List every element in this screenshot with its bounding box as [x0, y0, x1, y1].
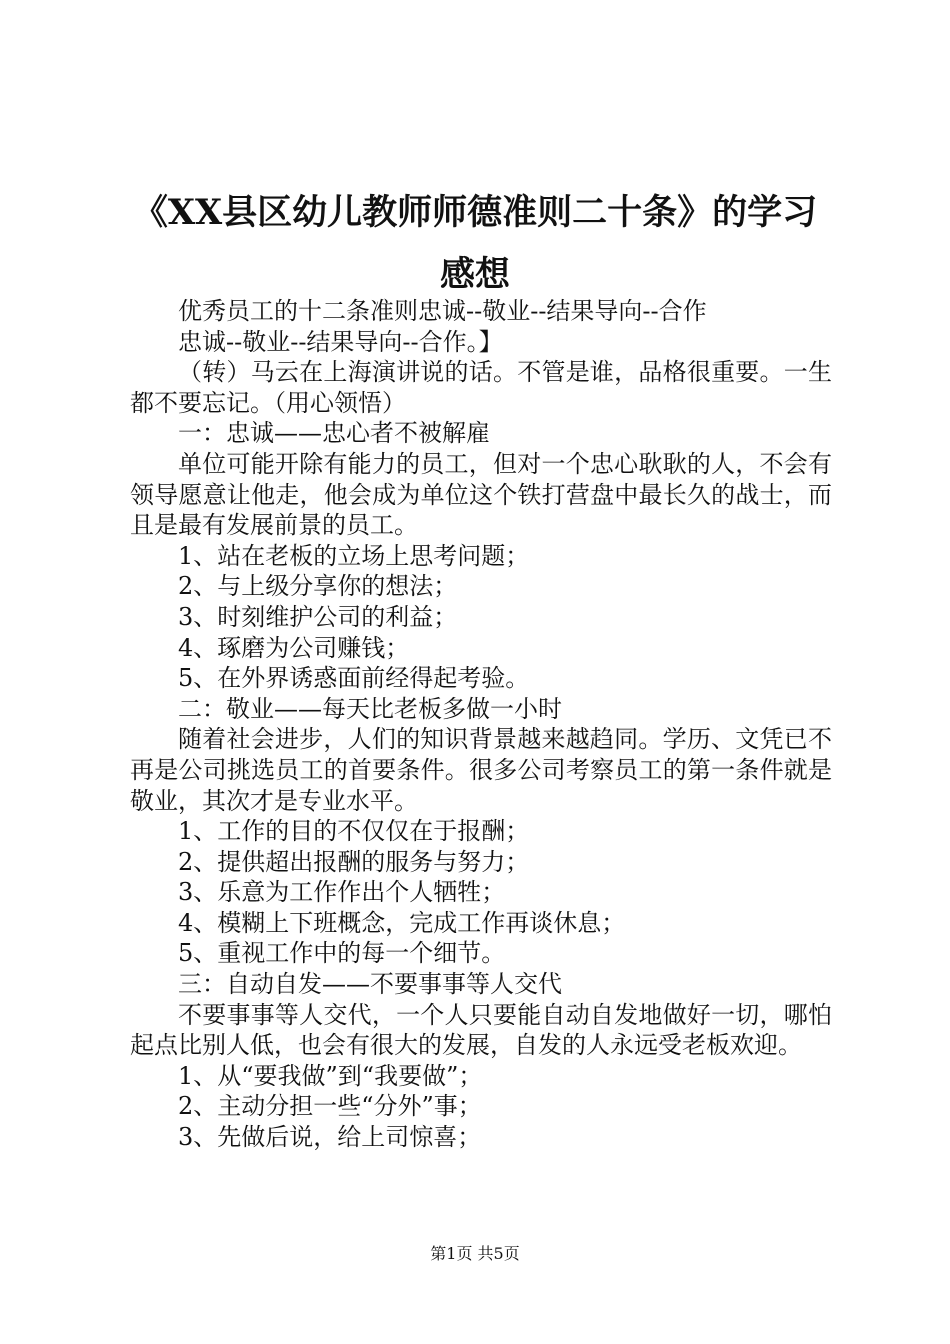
list-item: 2、主动分担一些“分外”事； [178, 1092, 482, 1121]
paragraph: 不要事事等人交代，一个人只要能自动自发地做好一切，哪怕起点比别人低，也会有很大的发展，自发的人永远受老板欢迎。 [130, 1000, 832, 1060]
list-item: 4、琢磨为公司赚钱； [178, 633, 410, 662]
paragraph: 随着社会进步，人们的知识背景越来越趋同。学历、文凭已不再是公司挑选员工的首要条件。很多公司考察员工的第一条件就是敬业，其次才是专业水平。 [130, 725, 832, 815]
paragraph: 忠诚--敬业--结果导向--合作。】 [178, 327, 503, 356]
section-heading: 二：敬业——每天比老板多做一小时 [178, 694, 562, 723]
section-heading: 一：忠诚——忠心者不被解雇 [178, 419, 490, 448]
list-item: 4、模糊上下班概念，完成工作再谈休息； [178, 908, 626, 937]
page-footer: 第1页 共5页 [430, 1244, 520, 1263]
paragraph: 单位可能开除有能力的员工，但对一个忠心耿耿的人，不会有领导愿意让他走，他会成为单位这个铁打营盘中最长久的战士，而且是最有发展前景的员工。 [130, 449, 832, 540]
list-item: 2、与上级分享你的想法； [178, 572, 458, 601]
list-item: 5、重视工作中的每一个细节。 [178, 939, 506, 968]
list-item: 1、工作的目的不仅仅在于报酬； [178, 817, 530, 846]
list-item: 1、从“要我做”到“我要做”； [178, 1061, 483, 1090]
list-item: 2、提供超出报酬的服务与努力； [178, 847, 530, 876]
list-item: 3、时刻维护公司的利益； [178, 602, 458, 631]
paragraph: （转）马云在上海演讲说的话。不管是谁，品格很重要。一生都不要忘记。（用心领悟） [130, 358, 832, 417]
section-heading: 三：自动自发——不要事事等人交代 [178, 970, 562, 999]
list-item: 3、乐意为工作作出个人牺牲； [178, 878, 506, 907]
list-item: 5、在外界诱惑面前经得起考验。 [178, 664, 530, 693]
document-title: 《XX县区幼儿教师师德准则二十条》的学习感想 [132, 192, 818, 295]
paragraph: 优秀员工的十二条准则忠诚--敬业--结果导向--合作 [178, 297, 707, 325]
document-body [130, 296, 832, 1153]
list-item: 1、站在老板的立场上思考问题； [178, 541, 530, 570]
list-item: 3、先做后说，给上司惊喜； [178, 1123, 482, 1152]
